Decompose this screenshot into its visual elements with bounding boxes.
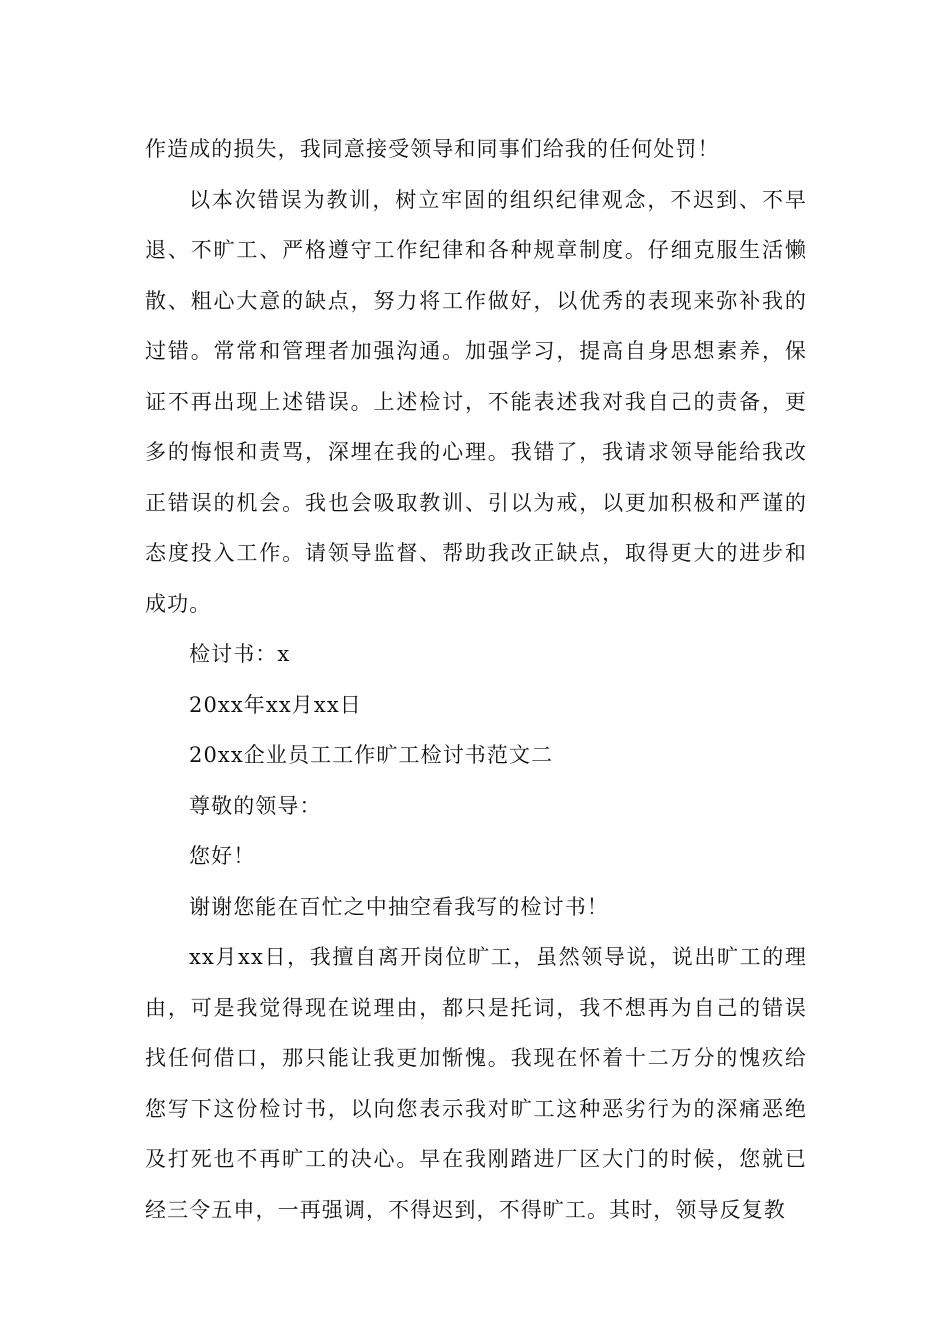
- signature-line: 检讨书：x: [189, 642, 291, 666]
- document-page: [145, 124, 807, 1235]
- paragraph-body: xx月xx日，我擅自离开岗位旷工，虽然领导说，说出旷工的理由，可是我觉得现在说理由，都只是托词，我不想再为自己的错误找任何借口，那只能让我更加惭愧。我现在怀着十二万分的愧疚给您写下这份检讨书，以向您表示我对旷工这种恶劣行为的深痛恶绝及打死也不再旷工的决心。早在我刚踏进厂区大门的时候，您就已经三令五申，一再强调，不得迟到，不得旷工。其时，领导反复教: [145, 945, 807, 1222]
- thanks-line: 谢谢您能在百忙之中抽空看我写的检讨书！: [189, 894, 609, 919]
- section-title: 20xx企业员工工作旷工检讨书范文二: [189, 743, 554, 767]
- greeting: 您好！: [189, 844, 256, 868]
- paragraph-continuation: 作造成的损失，我同意接受领导和同事们给我的任何处罚！: [145, 137, 720, 161]
- paragraph-commitment: 以本次错误为教训，树立牢固的组织纪律观念，不迟到、不早退、不旷工、严格遵守工作纪律和各种规章制度。仔细克服生活懒散、粗心大意的缺点，努力将工作做好，以优秀的表现来弥补我的过错。常常和管理者加强沟通。加强学习，提高自身思想素养，保证不再出现上述错误。上述检讨，不能表述我对我自己的责备，更多的悔恨和责骂，深埋在我的心理。我错了，我请求领导能给我改正错误的机会。我也会吸取教训、引以为戒，以更加积极和严谨的态度投入工作。请领导监督、帮助我改正缺点，取得更大的进步和成功。: [145, 187, 807, 616]
- salutation: 尊敬的领导：: [189, 793, 322, 818]
- date-line: 20xx年xx月xx日: [189, 692, 362, 717]
